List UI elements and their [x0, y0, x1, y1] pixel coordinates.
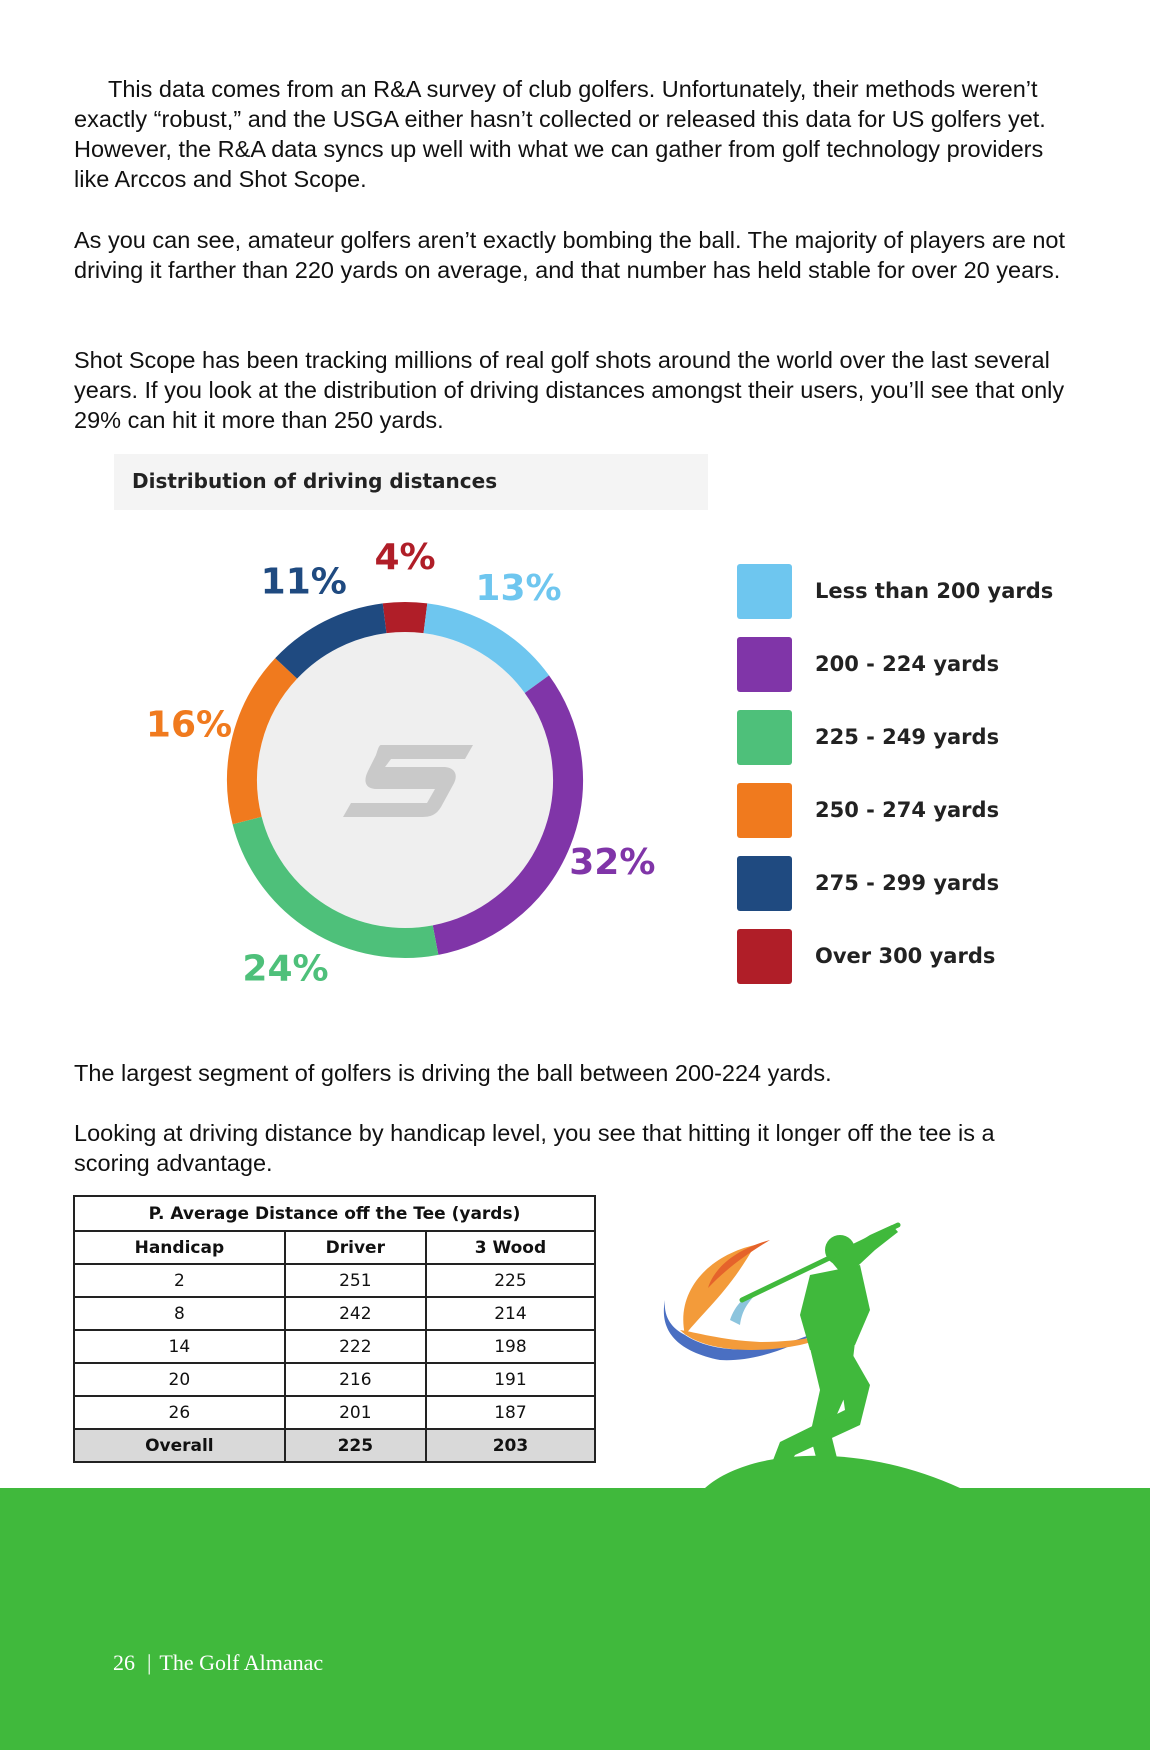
table-header-3wood: 3 Wood — [426, 1231, 595, 1264]
chart-title: Distribution of driving distances — [132, 469, 498, 493]
table-row — [74, 1363, 595, 1396]
footer-text — [113, 1650, 323, 1676]
table-cell: 225 — [426, 1264, 595, 1297]
chart-title-box — [114, 454, 708, 510]
footer-separator: | — [147, 1650, 152, 1675]
table-cell: 214 — [426, 1297, 595, 1330]
chart-legend — [737, 564, 1097, 1002]
table-cell: 8 — [74, 1297, 285, 1330]
table-cell: 2 — [74, 1264, 285, 1297]
legend-swatch — [737, 710, 792, 765]
legend-swatch — [737, 929, 792, 984]
table-cell: Overall — [74, 1429, 285, 1462]
legend-label: Less than 200 yards — [815, 579, 1054, 603]
table-caption: P. Average Distance off the Tee (yards) — [74, 1196, 595, 1231]
legend-item — [737, 710, 1097, 783]
donut-chart — [100, 540, 700, 1010]
table-cell: 203 — [426, 1429, 595, 1462]
table-cell: 191 — [426, 1363, 595, 1396]
table-cell: 14 — [74, 1330, 285, 1363]
table-header-driver: Driver — [285, 1231, 426, 1264]
shot-scope-paragraph: Shot Scope has been tracking millions of real golf shots around the world over the last several years. If you look at the distribution of driving distances amongst their users, you’ll see that only 29% can hit it more than 250 yards. — [74, 347, 1065, 433]
slice-value-label: 16% — [145, 704, 233, 746]
table-cell: 187 — [426, 1396, 595, 1429]
legend-label: 275 - 299 yards — [815, 871, 1000, 895]
table-cell: 242 — [285, 1297, 426, 1330]
legend-swatch — [737, 856, 792, 911]
legend-item — [737, 783, 1097, 856]
publication-name: The Golf Almanac — [159, 1650, 324, 1675]
slice-value-label: 11% — [260, 561, 347, 603]
legend-label: Over 300 yards — [815, 944, 996, 968]
page-number: 26 — [113, 1650, 135, 1675]
legend-swatch — [737, 783, 792, 838]
slice-value-label: 4% — [374, 540, 436, 578]
slice-value-label: 32% — [569, 842, 656, 884]
table-header-handicap: Handicap — [74, 1231, 285, 1264]
table-cell: 26 — [74, 1396, 285, 1429]
table-row — [74, 1330, 595, 1363]
slice-value-label: 13% — [475, 568, 562, 610]
distance-table — [73, 1195, 596, 1463]
largest-segment-paragraph: The largest segment of golfers is driving the ball between 200-224 yards. — [74, 1060, 832, 1086]
table-cell: 225 — [285, 1429, 426, 1462]
handicap-paragraph: Looking at driving distance by handicap level, you see that hitting it longer off the tee is a scoring advantage. — [74, 1120, 995, 1176]
amateur-distance-paragraph: As you can see, amateur golfers aren’t exactly bombing the ball. The majority of players are not driving it farther than 220 yards on average, and that number has held stable for over 20 years. — [74, 227, 1065, 283]
intro-paragraph: This data comes from an R&A survey of club golfers. Unfortunately, their methods weren’t exactly “robust,” and the USGA either hasn’t collected or released this data for US golfers yet. However, the R&A data syncs up well with what we can gather from golf technology providers like Arccos and Shot Scope. — [74, 76, 1046, 192]
legend-label: 225 - 249 yards — [815, 725, 1000, 749]
legend-label: 200 - 224 yards — [815, 652, 1000, 676]
donut-slice — [385, 617, 426, 618]
legend-item — [737, 637, 1097, 710]
table-cell: 201 — [285, 1396, 426, 1429]
legend-item — [737, 564, 1097, 637]
legend-item — [737, 929, 1097, 1002]
table-cell: 216 — [285, 1363, 426, 1396]
table-row-overall — [74, 1429, 595, 1462]
legend-swatch — [737, 637, 792, 692]
slice-value-label: 24% — [242, 948, 329, 990]
table-row — [74, 1396, 595, 1429]
legend-item — [737, 856, 1097, 929]
table-cell: 20 — [74, 1363, 285, 1396]
table-cell: 222 — [285, 1330, 426, 1363]
table-cell: 198 — [426, 1330, 595, 1363]
page-footer — [0, 1488, 1150, 1750]
legend-swatch — [737, 564, 792, 619]
golfer-swing-icon — [660, 1210, 1000, 1500]
table-cell: 251 — [285, 1264, 426, 1297]
table-row — [74, 1297, 595, 1330]
table-row — [74, 1264, 595, 1297]
legend-label: 250 - 274 yards — [815, 798, 1000, 822]
